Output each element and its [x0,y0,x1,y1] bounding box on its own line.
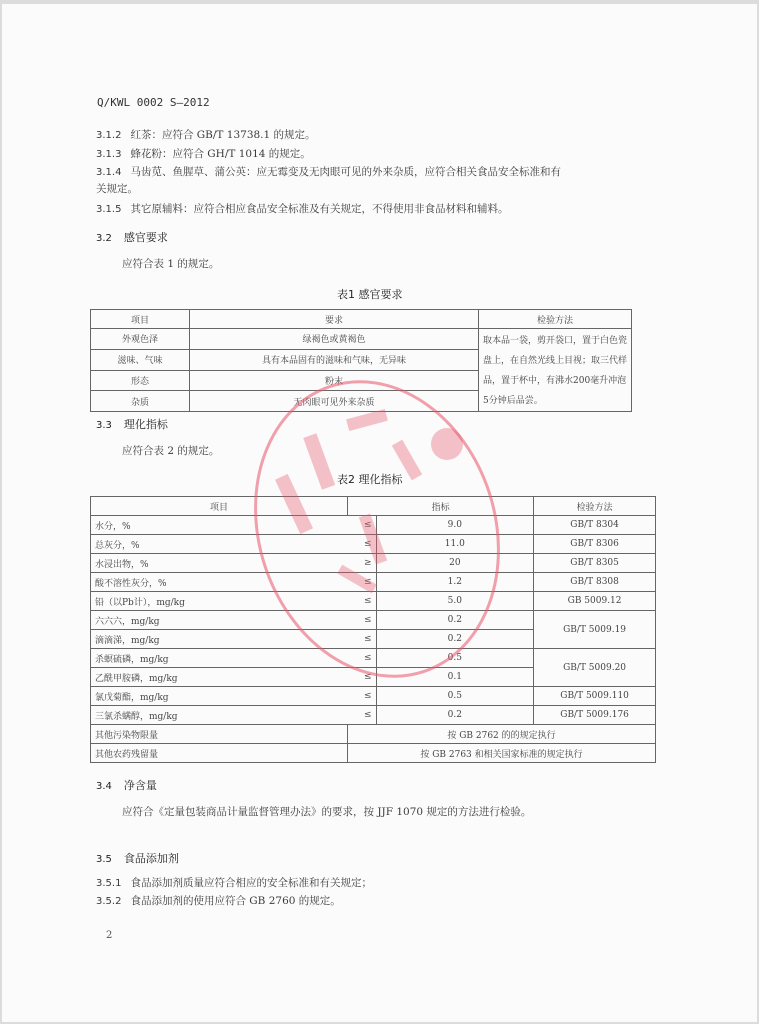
table2-method: GB/T 8308 [534,573,656,592]
table2-item: 乙酰甲胺磷，mg/kg [91,668,348,687]
item-3-5-1: 3.5.1 食品添加剂质量应符合相应的安全标准和有关规定； [96,877,372,889]
table2-method: GB/T 8305 [534,554,656,573]
table2-value: 5.0 [376,592,534,611]
table1-header-req: 要求 [190,310,479,329]
table2-header-item: 项目 [91,497,348,516]
table2-symbol: ≤ [348,535,377,554]
table2-item: 铅（以Pb计），mg/kg [91,592,348,611]
table2-item: 其他农药残留量 [91,744,348,763]
table2-item: 氯戊菊酯，mg/kg [91,687,348,706]
table2-item: 三氯杀螨醇，mg/kg [91,706,348,725]
table2-header-method: 检验方法 [534,497,656,516]
table1-item: 形态 [91,370,190,391]
table2-symbol: ≤ [348,573,377,592]
table1-header-method: 检验方法 [479,310,632,329]
item-3-1-3: 3.1.3 蜂花粉：应符合 GH/T 1014 的规定。 [96,148,311,160]
table2-other-text: 按 GB 2762 的的规定执行 [348,725,656,744]
table2-symbol: ≤ [348,649,377,668]
table1-caption: 表1 感官要求 [337,288,403,301]
table2-value: 9.0 [376,516,534,535]
table2-other-text: 按 GB 2763 和相关国家标准的规定执行 [348,744,656,763]
table2-symbol: ≤ [348,706,377,725]
table2-symbol: ≤ [348,592,377,611]
table2-method: GB 5009.12 [534,592,656,611]
table2-item: 其他污染物限量 [91,725,348,744]
table2-value: 0.2 [376,706,534,725]
table2-value: 0.2 [376,611,534,630]
table2-method: GB/T 8304 [534,516,656,535]
table1-sensory [90,309,632,412]
item-3-1-2: 3.1.2 红茶：应符合 GB/T 13738.1 的规定。 [96,129,316,141]
item-3-1-4-cont: 关规定。 [96,183,138,195]
item-3-1-4: 3.1.4 马齿苋、鱼腥草、蒲公英：应无霉变及无肉眼可见的外来杂质，应符合相关食品安全标准和有 [96,166,561,178]
table1-req: 具有本品固有的滋味和气味，无异味 [190,349,479,370]
table2-value: 0.5 [376,687,534,706]
table2-symbol: ≤ [348,668,377,687]
table2-caption: 表2 理化指标 [337,473,403,486]
table2-item: 总灰分，% [91,535,348,554]
table2-symbol: ≥ [348,554,377,573]
table1-item: 外观色泽 [91,329,190,350]
section-3-5-heading: 3.5 食品添加剂 [96,852,179,865]
section-3-3-heading: 3.3 理化指标 [96,418,168,431]
table1-req: 绿褐色或黄褐色 [190,329,479,350]
page-number: 2 [106,930,113,941]
table1-req: 粉末 [190,370,479,391]
table2-physicochemical [90,496,656,763]
table2-value: 1.2 [376,573,534,592]
table1-header-item: 项目 [91,310,190,329]
table2-item: 酸不溶性灰分，% [91,573,348,592]
table1-method: 取本品一袋，剪开袋口，置于白色瓷盘上，在自然光线上目视；取三代样品，置于杯中，有沸水200毫升冲泡5分钟后品尝。 [479,329,632,412]
table2-value: 0.1 [376,668,534,687]
table2-method: GB/T 5009.176 [534,706,656,725]
table2-method: GB/T 5009.20 [534,649,656,687]
section-3-2-text: 应符合表 1 的规定。 [122,258,220,270]
section-3-4-text: 应符合《定量包装商品计量监督管理办法》的要求，按 JJF 1070 规定的方法进行检验。 [122,806,532,818]
table2-item: 水浸出物，% [91,554,348,573]
table2-method: GB/T 5009.19 [534,611,656,649]
table2-method: GB/T 5009.110 [534,687,656,706]
section-3-2-heading: 3.2 感官要求 [96,231,168,244]
item-3-5-2: 3.5.2 食品添加剂的使用应符合 GB 2760 的规定。 [96,895,341,907]
table2-value: 11.0 [376,535,534,554]
table2-value: 0.2 [376,630,534,649]
table2-header-limit: 指标 [348,497,534,516]
table1-item: 杂质 [91,391,190,412]
table2-item: 六六六，mg/kg [91,611,348,630]
table2-symbol: ≤ [348,516,377,535]
standard-code: Q/KWL 0002 S—2012 [97,96,210,109]
table2-value: 20 [376,554,534,573]
table2-value: 0.5 [376,649,534,668]
section-3-4-heading: 3.4 净含量 [96,779,157,792]
table2-item: 滴滴涕，mg/kg [91,630,348,649]
table2-item: 水分，% [91,516,348,535]
table2-item: 杀螟硫磷，mg/kg [91,649,348,668]
table1-item: 滋味、气味 [91,349,190,370]
table2-symbol: ≤ [348,687,377,706]
table2-method: GB/T 8306 [534,535,656,554]
table2-symbol: ≤ [348,630,377,649]
section-3-3-text: 应符合表 2 的规定。 [122,445,220,457]
item-3-1-5: 3.1.5 其它原辅料：应符合相应食品安全标准及有关规定，不得使用非食品材料和辅料。 [96,203,509,215]
table2-symbol: ≤ [348,611,377,630]
table1-req: 无肉眼可见外来杂质 [190,391,479,412]
document-page [2,4,757,1022]
